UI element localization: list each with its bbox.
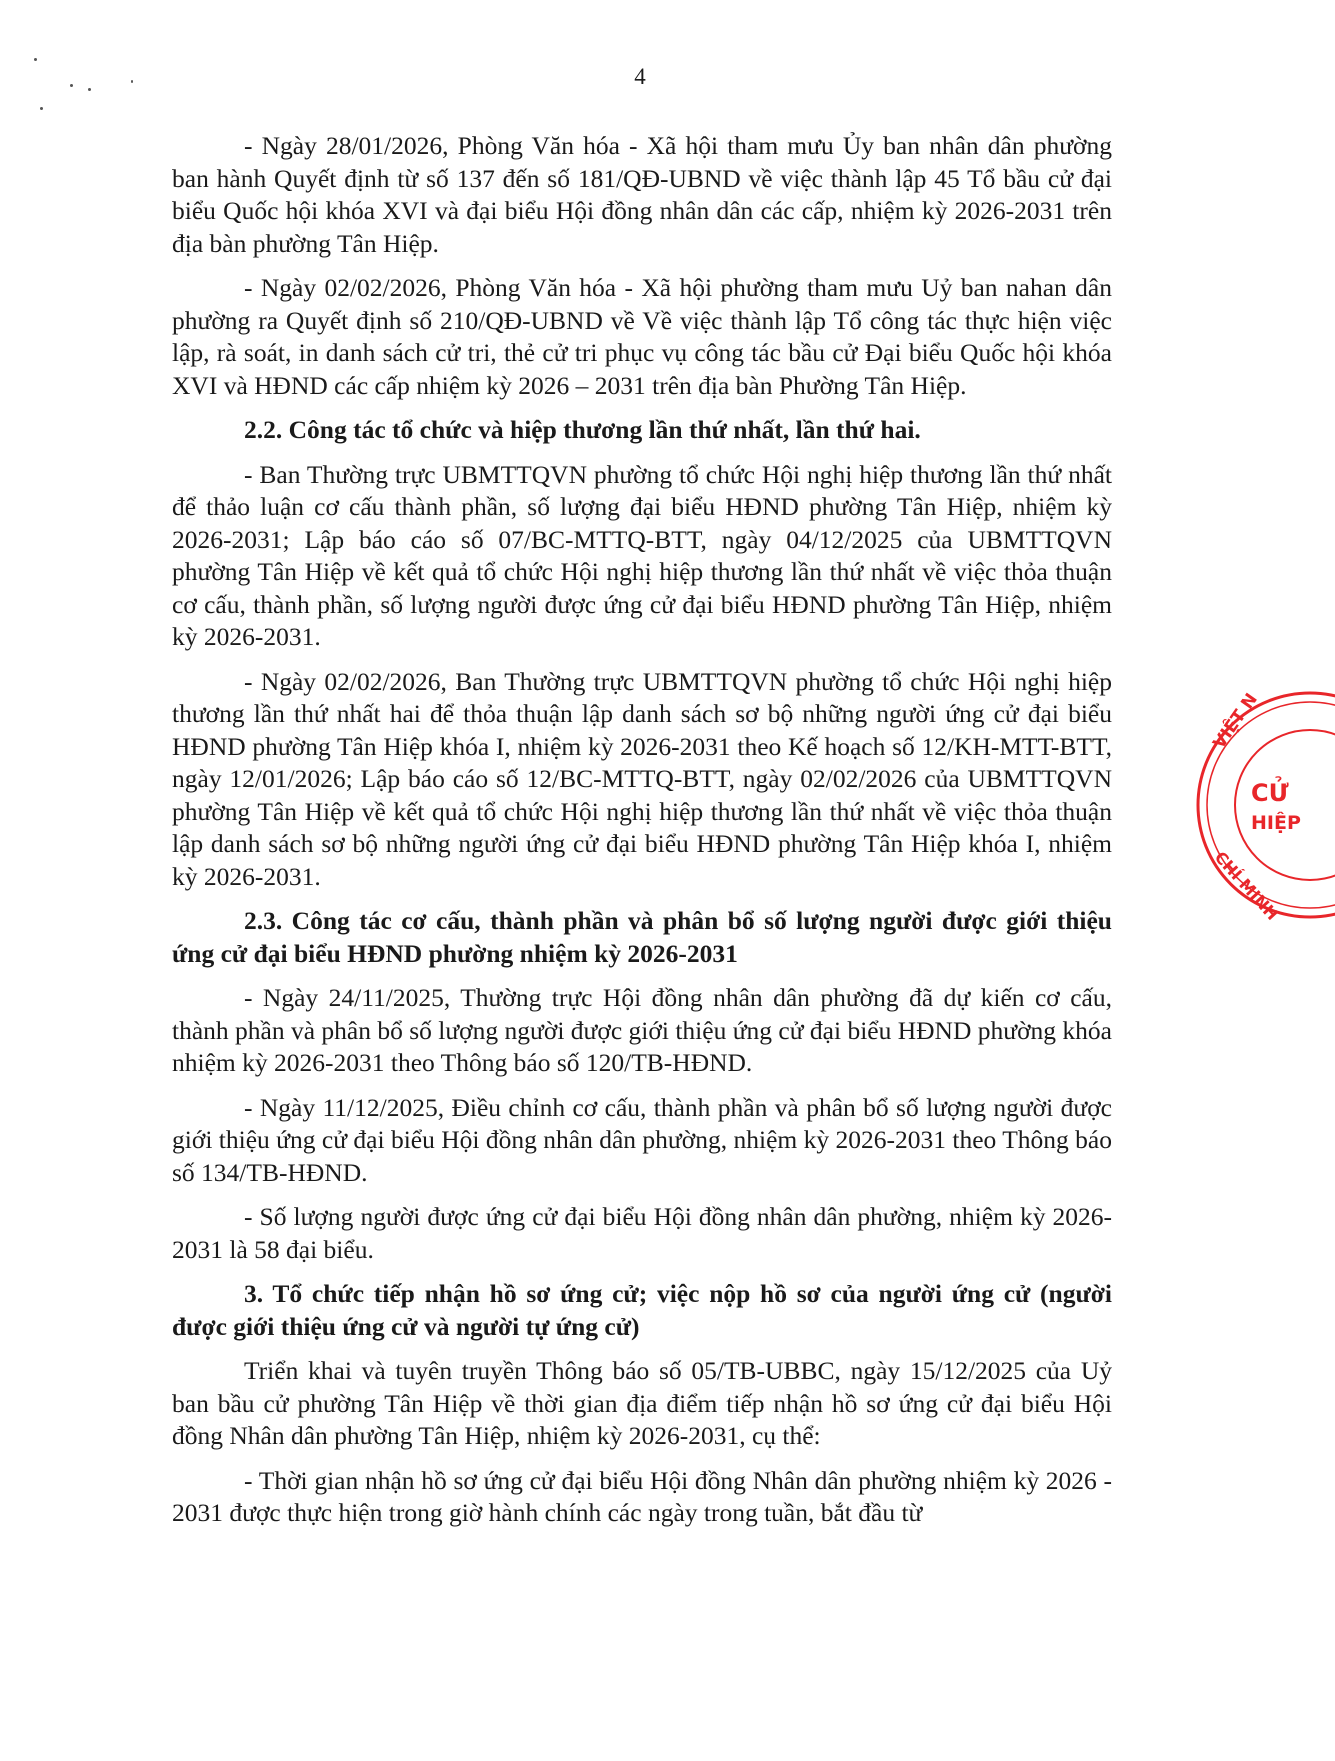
stamp-text-lower: HIỆP bbox=[1251, 812, 1301, 834]
official-seal-stamp bbox=[1185, 685, 1335, 925]
stamp-text-top: VIỆT N bbox=[1209, 689, 1262, 753]
body-paragraph: - Ngày 02/02/2026, Phòng Văn hóa - Xã hội phường tham mưu Uỷ ban nahan dân phường ra Quyết định số 210/QĐ-UBND về Về việc thành lập Tổ công tác thực hiện việc lập, rà soát, in danh sách cử tri, thẻ cử tri phục vụ công tác bầu cử Đại biểu Quốc hội khóa XVI và HĐND các cấp nhiệm kỳ 2026 – 2031 trên địa bàn Phường Tân Hiệp. bbox=[172, 273, 1112, 400]
section-heading: 2.2. Công tác tổ chức và hiệp thương lần thứ nhất, lần thứ hai. bbox=[244, 415, 921, 444]
body-paragraph: - Ngày 02/02/2026, Ban Thường trực UBMTTQVN phường tổ chức Hội nghị hiệp thương lần thứ nhất hai để thỏa thuận lập danh sách sơ bộ những người ứng cử đại biểu HĐND phường Tân Hiệp khóa I, nhiệm kỳ 2026-2031 theo Kế hoạch số 12/KH-MTT-BTT, ngày 12/01/2026; Lập báo cáo số 12/BC-MTTQ-BTT, ngày 02/02/2026 của UBMTTQVN phường Tân Hiệp về kết quả tổ chức Hội nghị hiệp thương lần thứ nhất về việc thỏa thuận lập danh sách sơ bộ những người ứng cử đại biểu HĐND phường Tân Hiệp khóa I, nhiệm kỳ 2026-2031. bbox=[172, 666, 1112, 891]
scan-speck bbox=[34, 58, 37, 61]
body-paragraph: - Ngày 11/12/2025, Điều chỉnh cơ cấu, thành phần và phân bổ số lượng người được giới thiệu ứng cử đại biểu Hội đồng nhân dân phường, nhiệm kỳ 2026-2031 theo Thông báo số 134/TB-HĐND. bbox=[172, 1092, 1112, 1187]
body-paragraph: - Thời gian nhận hồ sơ ứng cử đại biểu Hội đồng Nhân dân phường nhiệm kỳ 2026 - 2031 được thực hiện trong giờ hành chính các ngày trong tuần, bắt đầu từ bbox=[172, 1465, 1112, 1527]
body-paragraph: - Ban Thường trực UBMTTQVN phường tổ chức Hội nghị hiệp thương lần thứ nhất để thảo luận cơ cấu thành phần, số lượng đại biểu HĐND phường Tân Hiệp, nhiệm kỳ 2026-2031; Lập báo cáo số 07/BC-MTTQ-BTT, ngày 04/12/2025 của UBMTTQVN phường Tân Hiệp về kết quả tổ chức Hội nghị hiệp thương lần thứ nhất về việc thỏa thuận cơ cấu, thành phần, số lượng người được ứng cử đại biểu HĐND phường Tân Hiệp, nhiệm kỳ 2026-2031. bbox=[172, 459, 1112, 651]
document-body bbox=[172, 130, 1112, 1530]
stamp-text-middle: CỬ bbox=[1251, 779, 1289, 807]
body-paragraph: - Ngày 28/01/2026, Phòng Văn hóa - Xã hội tham mưu Ủy ban nhân dân phường ban hành Quyết định từ số 137 đến số 181/QĐ-UBND về việc thành lập 45 Tổ bầu cử đại biểu Quốc hội khóa XVI và đại biểu Hội đồng nhân dân các cấp, nhiệm kỳ 2026-2031 trên địa bàn phường Tân Hiệp. bbox=[172, 131, 1112, 258]
section-heading: 3. Tổ chức tiếp nhận hồ sơ ứng cử; việc nộp hồ sơ của người ứng cử (người được giới thiệu ứng cử và người tự ứng cử) bbox=[172, 1279, 1112, 1341]
section-heading: 2.3. Công tác cơ cấu, thành phần và phân bổ số lượng người được giới thiệu ứng cử đại biểu HĐND phường nhiệm kỳ 2026-2031 bbox=[172, 906, 1112, 968]
body-paragraph: - Ngày 24/11/2025, Thường trực Hội đồng nhân dân phường đã dự kiến cơ cấu, thành phần và phân bổ số lượng người được giới thiệu ứng cử đại biểu HĐND phường khóa nhiệm kỳ 2026-2031 theo Thông báo số 120/TB-HĐND. bbox=[172, 983, 1113, 1077]
stamp-text-bottom: CHÍ MINH bbox=[1210, 847, 1283, 924]
body-paragraph: - Số lượng người được ứng cử đại biểu Hội đồng nhân dân phường, nhiệm kỳ 2026-2031 là 58 đại biểu. bbox=[172, 1202, 1112, 1264]
page-number: 4 bbox=[634, 64, 646, 89]
scan-speck bbox=[40, 107, 43, 110]
body-paragraph: Triển khai và tuyên truyền Thông báo số 05/TB-UBBC, ngày 15/12/2025 của Uỷ ban bầu cử phường Tân Hiệp về thời gian địa điểm tiếp nhận hồ sơ ứng cử đại biểu Hội đồng Nhân dân phường Tân Hiệp, nhiệm kỳ 2026-2031, cụ thể: bbox=[172, 1356, 1112, 1450]
